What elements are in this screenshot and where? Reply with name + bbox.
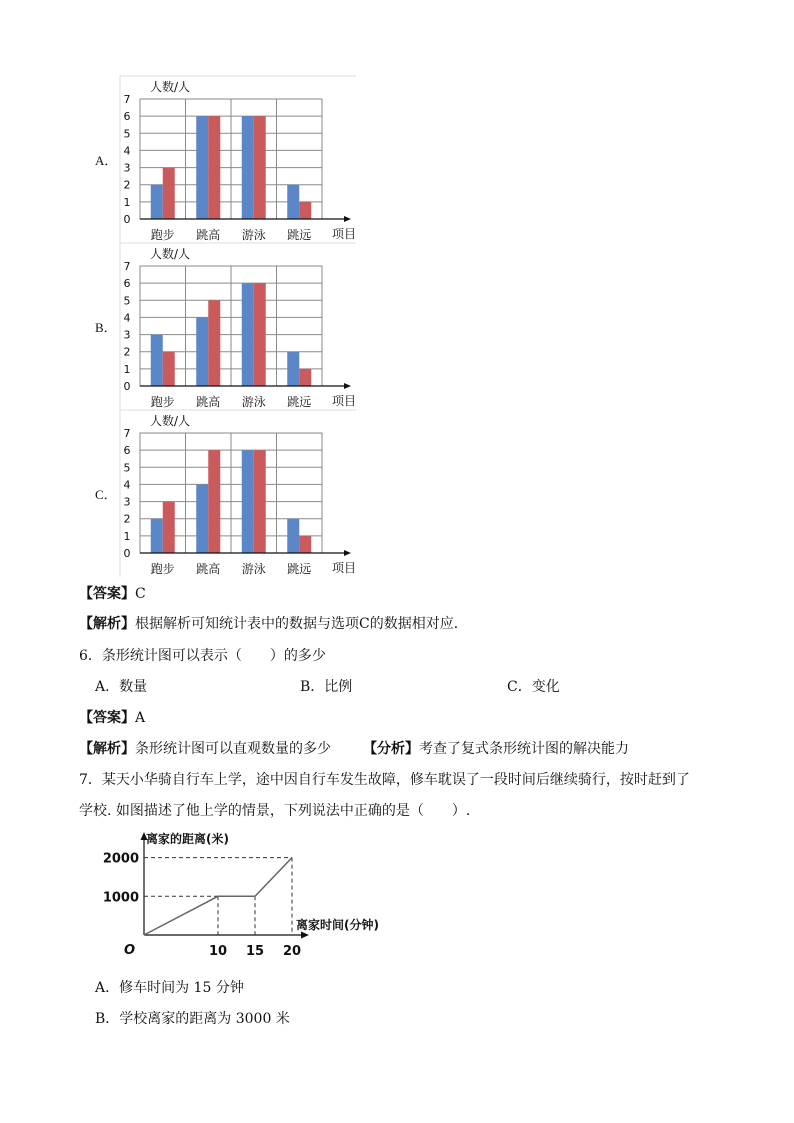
x-axis-arrow: [344, 550, 351, 556]
q6-option-a: A．数量: [95, 679, 148, 695]
y-tick-label: 2: [123, 178, 131, 192]
bar-red-2: [254, 116, 266, 219]
y-tick-label: 6: [123, 110, 131, 124]
answer-tag: 【答案】: [79, 586, 135, 602]
y-axis-label: 人数/人: [150, 80, 191, 94]
bar-blue-2: [242, 283, 254, 386]
bar-red-3: [299, 369, 311, 386]
y-tick-label: 1: [123, 529, 131, 543]
y-tick-label: 2: [123, 345, 131, 359]
q6-stem: 6．条形统计图可以表示（ ）的多少: [79, 648, 326, 664]
y-axis-label: 人数/人: [150, 247, 191, 261]
option-b-chart: [118, 242, 363, 412]
bar-red-0: [163, 502, 175, 553]
bar-blue-1: [196, 116, 208, 219]
x-tick-label: 跑步: [150, 562, 175, 576]
x-axis-label: 离家时间(分钟): [296, 918, 379, 932]
bar-red-0: [163, 168, 175, 219]
x-tick-label: 跳高: [196, 228, 221, 242]
answer-value: C: [135, 586, 146, 602]
bar-red-1: [208, 450, 220, 553]
q6-answer-line: [79, 707, 145, 727]
y-tick-label: 6: [123, 444, 131, 458]
q6-option-c: C．变化: [507, 679, 560, 695]
y-tick-label: 4: [123, 144, 131, 158]
bar-blue-3: [287, 352, 299, 386]
y-tick-label: 7: [123, 93, 131, 106]
y-tick-label: 5: [123, 127, 131, 141]
q5-answer-line: [79, 583, 146, 603]
x-axis-label: 项目: [331, 227, 357, 241]
x-tick-label: 跑步: [150, 395, 175, 409]
x-tick-label: 跳高: [196, 562, 221, 576]
x-tick-label: 跳远: [287, 562, 312, 576]
q7-stem-line1: 7．某天小华骑自行车上学，途中因自行车发生故障，修车耽误了一段时间后继续骑行，按时赶到了: [79, 772, 690, 788]
bar-red-1: [208, 116, 220, 219]
bar-blue-0: [151, 185, 163, 219]
q6-analysis-line: [79, 738, 629, 758]
bar-red-3: [299, 536, 311, 553]
x-tick-label: 跑步: [150, 228, 175, 242]
y-tick-label: 1: [123, 195, 131, 209]
analysis-tag: 【解析】: [79, 741, 135, 757]
q6-option-b: B．比例: [300, 679, 353, 695]
bar-red-0: [163, 352, 175, 386]
q7-stem-line2: 学校. 如图描述了他上学的情景，下列说法中正确的是（ ）.: [79, 803, 471, 819]
x-tick-label: 游泳: [241, 395, 266, 409]
y-tick-label: 5: [123, 461, 131, 475]
x-axis-arrow: [344, 383, 351, 389]
bar-blue-2: [242, 450, 254, 553]
y-axis-label: 人数/人: [150, 414, 191, 428]
y-tick-label: 4: [123, 478, 131, 492]
answer-tag: 【答案】: [79, 710, 135, 726]
bar-red-2: [254, 450, 266, 553]
y-tick-label: 1: [123, 362, 131, 376]
y-tick-label: 0: [123, 213, 131, 226]
origin-label: O: [124, 943, 136, 958]
bar-blue-1: [196, 317, 208, 386]
option-c-letter: C．: [95, 487, 117, 502]
fenxi-tag: 【分析】: [363, 741, 419, 757]
bar-blue-0: [151, 519, 163, 553]
x-tick-label: 20: [282, 944, 302, 959]
bar-red-2: [254, 283, 266, 386]
bar-blue-2: [242, 116, 254, 219]
q7-option-b: B．学校离家的距离为 3000 米: [95, 1011, 290, 1027]
x-tick-label: 15: [245, 944, 265, 959]
y-tick-label: 2: [123, 512, 131, 526]
y-tick-label: 3: [123, 495, 131, 509]
q5-analysis-line: [79, 613, 468, 633]
bar-blue-0: [151, 335, 163, 386]
x-axis-label: 项目: [331, 394, 357, 408]
y-tick-label: 6: [123, 277, 131, 291]
x-tick-label: 跳远: [287, 228, 312, 242]
y-tick-label: 2000: [102, 851, 139, 867]
x-tick-label: 游泳: [241, 562, 266, 576]
y-tick-label: 3: [123, 161, 131, 175]
x-tick-label: 10: [208, 944, 228, 959]
answer-value: A: [135, 710, 146, 726]
q7-distance-time-chart: [100, 828, 400, 963]
analysis-text: 条形统计图可以直观数量的多少: [135, 741, 331, 757]
option-a-chart: [118, 75, 363, 245]
option-a-letter: A．: [95, 153, 118, 168]
fenxi-text: 考查了复式条形统计图的解决能力: [419, 741, 629, 757]
y-tick-label: 7: [123, 260, 131, 273]
x-axis-label: 项目: [331, 561, 357, 575]
x-tick-label: 跳高: [196, 395, 221, 409]
x-axis-arrow: [301, 932, 309, 939]
y-tick-label: 1000: [102, 890, 139, 906]
q7-option-a: A．修车时间为 15 分钟: [95, 980, 244, 996]
x-tick-label: 跳远: [287, 395, 312, 409]
analysis-tag: 【解析】: [79, 616, 135, 632]
y-tick-label: 3: [123, 328, 131, 342]
y-tick-label: 7: [123, 427, 131, 440]
bar-blue-1: [196, 484, 208, 553]
y-tick-label: 4: [123, 311, 131, 325]
x-axis-arrow: [344, 216, 351, 222]
bar-red-1: [208, 300, 220, 386]
option-c-chart: [118, 409, 363, 579]
x-tick-label: 游泳: [241, 228, 266, 242]
y-tick-label: 0: [123, 547, 131, 560]
y-axis-label: 离家的距离(米): [146, 832, 229, 846]
bar-blue-3: [287, 185, 299, 219]
bar-red-3: [299, 202, 311, 219]
analysis-text: 根据解析可知统计表中的数据与选项C的数据相对应．: [135, 616, 468, 632]
y-tick-label: 5: [123, 294, 131, 308]
y-tick-label: 0: [123, 380, 131, 393]
option-b-letter: B．: [95, 320, 117, 335]
bar-blue-3: [287, 519, 299, 553]
